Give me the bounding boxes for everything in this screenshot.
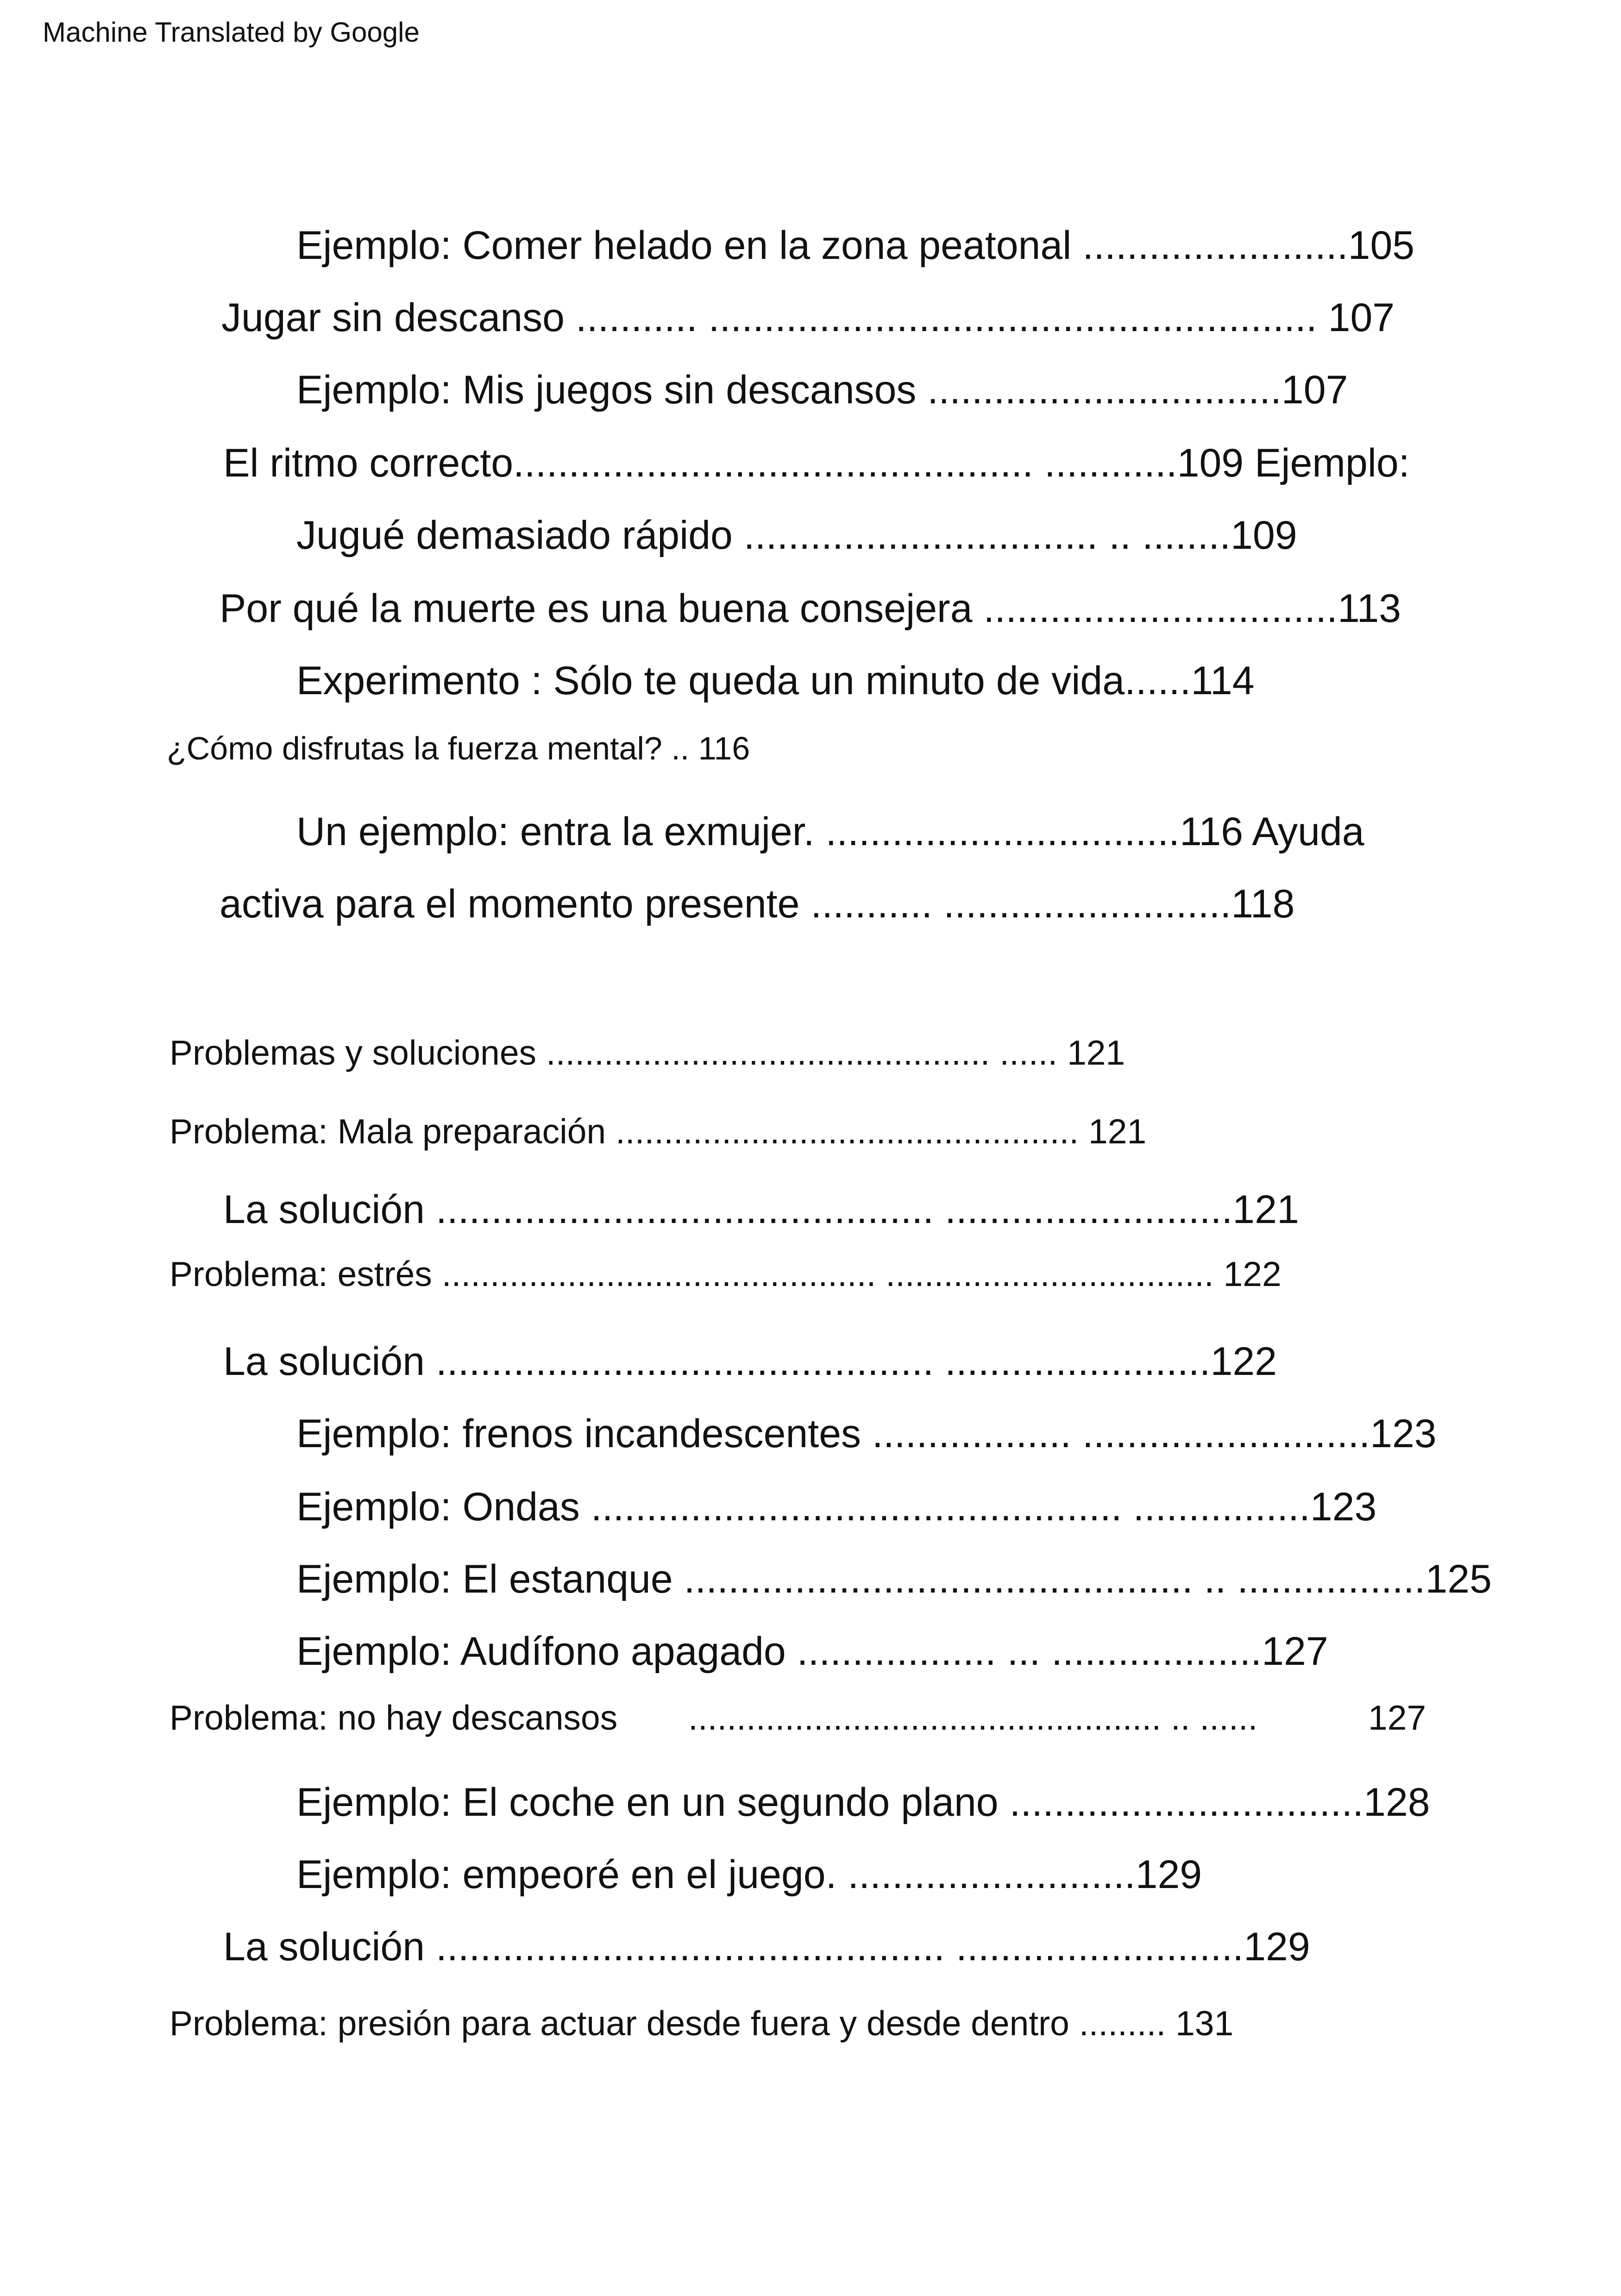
toc-entry-presion-para-actuar: Problema: presión para actuar desde fuera y desde dentro ......... 131 — [170, 2004, 1234, 2043]
toc-entry-title: Problema: no hay descansos — [170, 1698, 618, 1737]
toc-entry-ejemplo-ondas: Ejemplo: Ondas ................................................ ................123 — [296, 1485, 1377, 1529]
toc-entry-ejemplo-coche: Ejemplo: El coche en un segundo plano ................................128 — [296, 1780, 1430, 1825]
toc-entry-el-ritmo-correcto: El ritmo correcto............................................... ............109 Ejemplo: — [223, 441, 1410, 485]
toc-entry-page-number: 127 — [1368, 1698, 1426, 1737]
toc-entry-ejemplo-estanque: Ejemplo: El estanque .............................................. .. .................125 — [296, 1557, 1492, 1601]
toc-entry-problemas-y-soluciones: Problemas y soluciones .............................................. ...... 121 — [170, 1033, 1125, 1072]
toc-entry-la-solucion-3: La solución .............................................. ..........................129 — [223, 1925, 1310, 1969]
toc-entry-ayuda-activa: activa para el momento presente ........... ..........................118 — [220, 882, 1295, 926]
toc-entry-ejemplo-audifono: Ejemplo: Audífono apagado .................. ... ...................127 — [296, 1629, 1328, 1674]
toc-entry-ejemplo-helado: Ejemplo: Comer helado en la zona peatonal ........................105 — [296, 223, 1415, 268]
toc-entry-la-solucion-1: La solución ............................................. ..........................121 — [223, 1187, 1299, 1232]
toc-entry-ejemplo-empeore: Ejemplo: empeoré en el juego. ..........................129 — [296, 1852, 1202, 1897]
toc-entry-jugar-sin-descanso: Jugar sin descanso ........... ....................................................... 107 — [221, 295, 1395, 340]
toc-entry-jugue-demasiado-rapido: Jugué demasiado rápido ................................ .. ........109 — [296, 513, 1297, 558]
toc-entry-fuerza-mental: ¿Cómo disfrutas la fuerza mental? .. 116 — [167, 730, 750, 766]
toc-entry-por-que-la-muerte: Por qué la muerte es una buena consejera ................................113 — [220, 586, 1401, 631]
toc-entry-la-solucion-2: La solución ............................................. ........................122 — [223, 1339, 1277, 1384]
toc-entry-problema-estres: Problema: estrés ............................................. .................................. 122 — [170, 1255, 1282, 1293]
toc-entry-leader: ................................................. .. ...... — [688, 1698, 1258, 1737]
toc-entry-ejemplo-frenos: Ejemplo: frenos incandescentes .................. ..........................123 — [296, 1411, 1437, 1456]
toc-entry-no-hay-descansos — [170, 1697, 1466, 1738]
translation-notice: Machine Translated by Google — [43, 17, 420, 48]
toc-entry-ejemplo-mis-juegos: Ejemplo: Mis juegos sin descansos ................................107 — [296, 368, 1348, 412]
toc-entry-ejemplo-exmujer: Un ejemplo: entra la exmujer. ................................116 Ayuda — [296, 809, 1364, 854]
toc-entry-experimento-minuto: Experimento : Sólo te queda un minuto de vida......114 — [296, 659, 1255, 703]
toc-entry-mala-preparacion: Problema: Mala preparación ................................................ 121 — [170, 1112, 1147, 1151]
